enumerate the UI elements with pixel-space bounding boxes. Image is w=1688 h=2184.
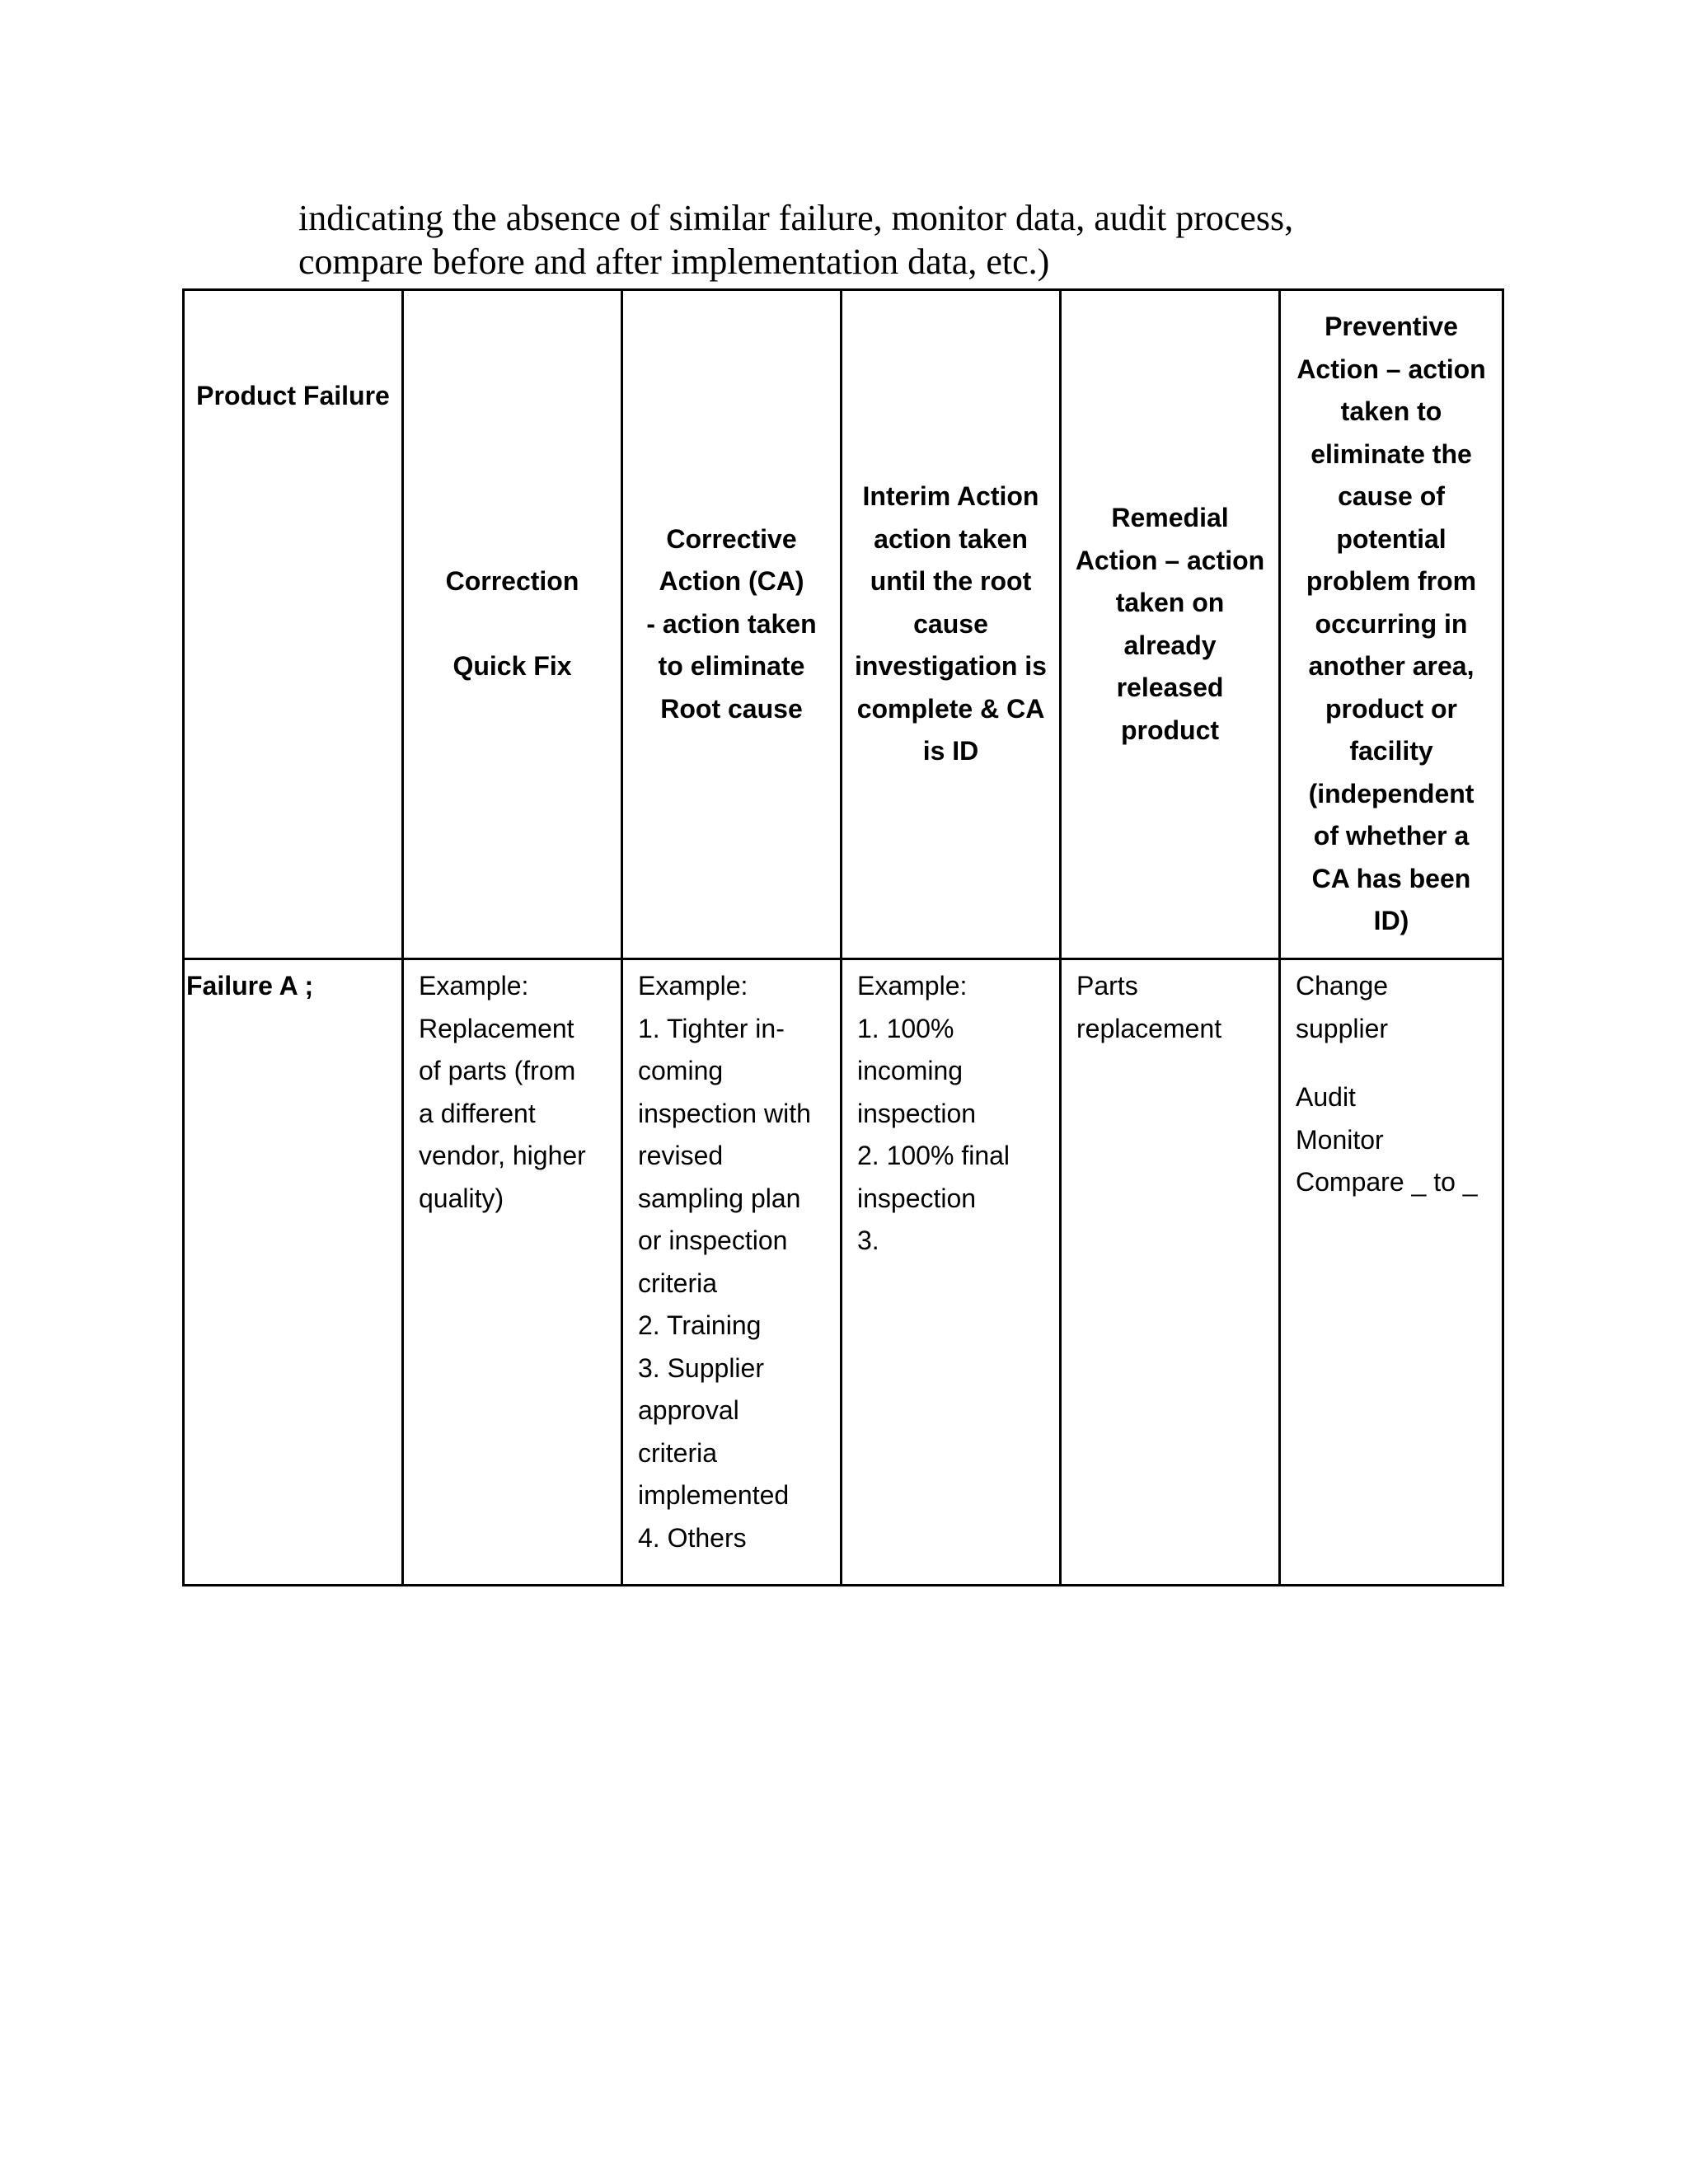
cell-remedial-action: Parts replacement: [1061, 959, 1280, 1586]
header-correction: Correction Quick Fix: [403, 290, 622, 959]
table-header-row: [184, 290, 1503, 959]
intro-text: [298, 196, 1535, 284]
cell-interim-action: Example: 1. 100% incoming inspection 2. 100% final inspection 3.: [842, 959, 1061, 1586]
cell-preventive-action: Change supplier Audit Monitor Compare _ to _: [1280, 959, 1503, 1586]
header-corrective-action: Corrective Action (CA) - action taken to eliminate Root cause: [622, 290, 842, 959]
header-product-failure: Product Failure: [184, 290, 403, 959]
cell-corrective-action: Example: 1. Tighter in- coming inspection with revised sampling plan or inspection criteria 2. Training 3. Supplier approval criteria implemented 4. Others: [622, 959, 842, 1586]
header-interim-action: Interim Action action taken until the root cause investigation is complete & CA is ID: [842, 290, 1061, 959]
header-remedial-action: Remedial Action – action taken on already released product: [1061, 290, 1280, 959]
table-row: [184, 959, 1503, 1586]
header-preventive-action: Preventive Action – action taken to eliminate the cause of potential problem from occurring in another area, product or facility (independent of whether a CA has been ID): [1280, 290, 1503, 959]
cell-correction: Example: Replacement of parts (from a different vendor, higher quality): [403, 959, 622, 1586]
row-label-failure-a: Failure A ;: [184, 959, 403, 1586]
capa-table: [182, 288, 1504, 1586]
intro-line-1: indicating the absence of similar failure, monitor data, audit process,: [298, 198, 1294, 238]
intro-line-2: compare before and after implementation data, etc.): [298, 241, 1050, 282]
